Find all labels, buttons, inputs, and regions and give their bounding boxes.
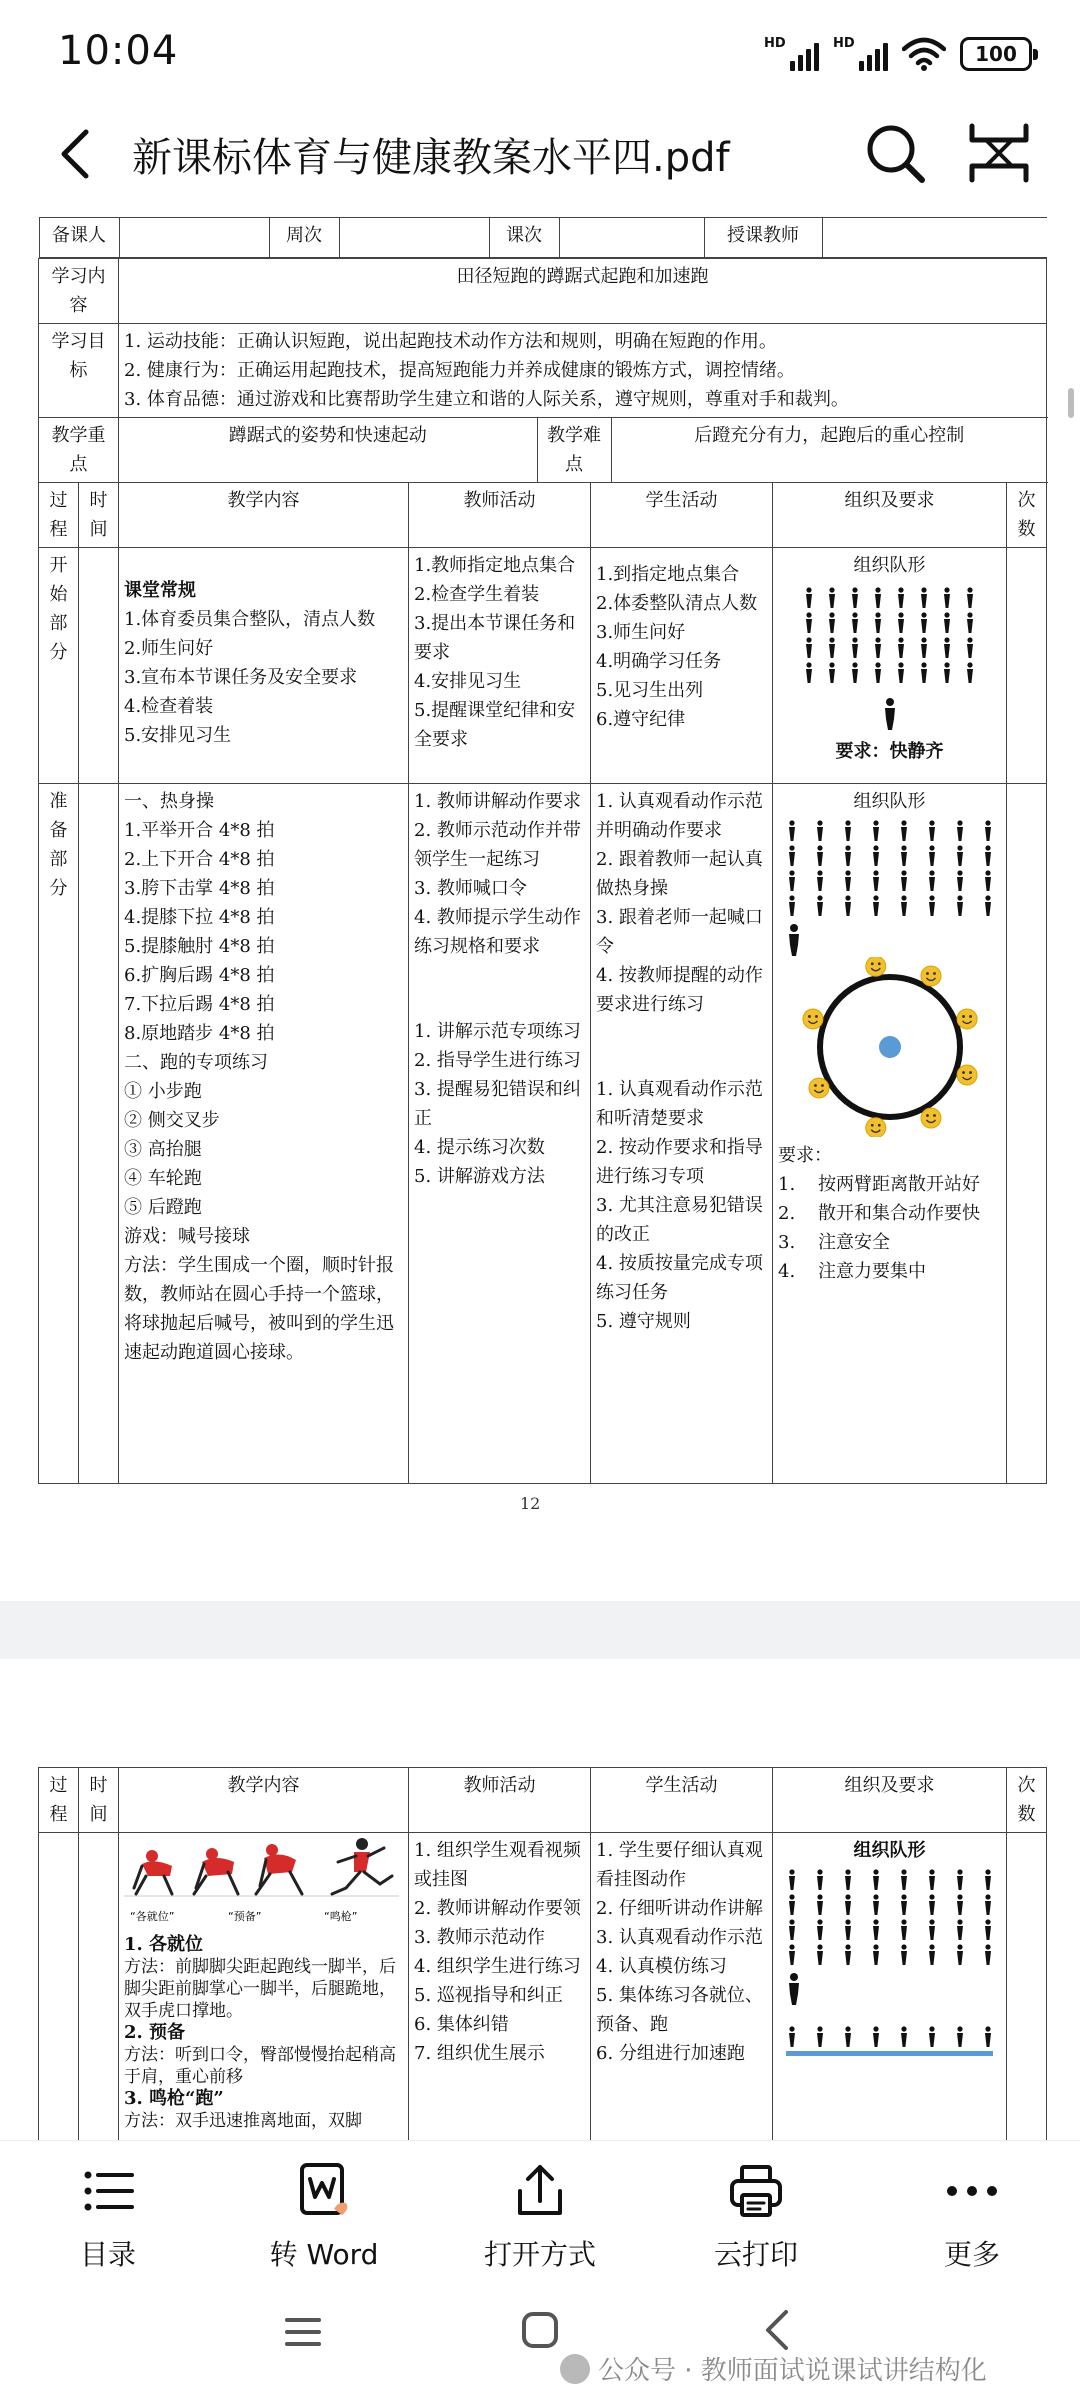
- student-figure-icon: [955, 870, 965, 892]
- list-item: 5.提醒课堂纪律和安全要求: [414, 700, 576, 750]
- prep-time: [79, 784, 119, 1484]
- col-count: 次数: [1007, 1768, 1047, 1833]
- col-org: 组织及要求: [773, 483, 1007, 548]
- smiley-student-icon: [865, 957, 885, 976]
- requirement-item: 3. 注意安全: [778, 1232, 890, 1253]
- col-teacher: 教师活动: [409, 483, 591, 548]
- prep-content: [119, 784, 409, 1484]
- student-figure-icon: [787, 1944, 797, 1966]
- lesson-plan-table-page2: [38, 1767, 1047, 2140]
- difficulty-label: 教学难点: [537, 418, 611, 482]
- game-method: 方法：学生围成一个圈，顺时针报数，教师站在圆心手持一个篮球，将球抛起后喊号，被叫到的学生迅速起动跑道圆心接球。: [124, 1255, 394, 1363]
- list-item: 5.见习生出列: [596, 680, 704, 701]
- list-item: 1. 讲解示范专项练习: [414, 1021, 581, 1042]
- list-item: 5. 巡视指导和纠正: [414, 1985, 563, 2006]
- page-number: 12: [520, 1494, 541, 1513]
- status-bar: [0, 0, 1080, 105]
- start-org: [773, 548, 1007, 784]
- fullscreen-icon[interactable]: [966, 122, 1032, 184]
- start-time: [79, 548, 119, 784]
- sprint-student: [591, 1833, 773, 2141]
- student-figure-icon: [787, 820, 797, 842]
- list-item: ④ 车轮跑: [124, 1168, 202, 1189]
- col-time: 时间: [79, 1768, 119, 1833]
- list-item: 4. 认真模仿练习: [596, 1956, 727, 1977]
- smiley-student-icon: [865, 1118, 885, 1137]
- sprint-teacher: [409, 1833, 591, 2141]
- list-item: 4. 组织学生进行练习: [414, 1956, 581, 1977]
- list-item: 3. 教师喊口令: [414, 878, 527, 899]
- student-figure-icon: [787, 895, 797, 917]
- toolbar-open-with-button[interactable]: 打开方式: [432, 2141, 648, 2280]
- list-item: 1. 认真观看动作示范和听清楚要求: [596, 1079, 763, 1129]
- list-item: 2.师生问好: [124, 638, 214, 659]
- student-figure-icon: [927, 1919, 937, 1941]
- student-figure-icon: [815, 1919, 825, 1941]
- sprint-start-illustration: [124, 1836, 399, 1928]
- student-figure-icon: [955, 820, 965, 842]
- share-icon: [508, 2159, 572, 2223]
- student-figure-icon: [873, 637, 883, 659]
- list-item: 4. 提示练习次数: [414, 1137, 545, 1158]
- key-label: 教学重点: [39, 418, 119, 483]
- student-figure-icon: [983, 1869, 993, 1891]
- nav-back-icon[interactable]: [760, 2308, 794, 2352]
- student-figure-icon: [983, 820, 993, 842]
- student-figure-icon: [927, 1944, 937, 1966]
- student-figure-icon: [955, 1894, 965, 1916]
- list-item: 1.到指定地点集合: [596, 564, 740, 585]
- requirement-item: 4. 注意力要集中: [778, 1261, 926, 1282]
- student-figure-icon: [787, 1919, 797, 1941]
- header-row: [39, 217, 1047, 258]
- col-teacher: 教师活动: [409, 1768, 591, 1833]
- list-item: ⑤ 后蹬跑: [124, 1197, 202, 1218]
- org-title: 组织队形: [853, 555, 926, 576]
- student-figure-icon: [955, 2026, 965, 2048]
- student-figure-icon: [843, 1894, 853, 1916]
- student-figure-icon: [827, 637, 837, 659]
- step-heading: 2. 预备: [124, 2022, 186, 2043]
- prep-teacher: [409, 784, 591, 1484]
- list-item: 1.体育委员集合整队，清点人数: [124, 609, 376, 630]
- requirements-list: [778, 1170, 1001, 1286]
- goal-item: 1. 运动技能：正确认识短跑，说出起跑技术动作方法和规则，明确在短跑的作用。: [124, 331, 777, 352]
- col-content: 教学内容: [119, 1768, 409, 1833]
- student-figure-icon: [843, 1944, 853, 1966]
- student-figure-icon: [965, 587, 975, 609]
- student-figure-icon: [787, 2026, 797, 2048]
- caption-label: “预备”: [228, 1910, 262, 1923]
- col-student: 学生活动: [591, 1768, 773, 1833]
- prep-section-label: 准备部分: [39, 784, 79, 1484]
- student-figure-icon: [927, 845, 937, 867]
- student-figure-icon: [899, 895, 909, 917]
- list-item: 1.平举开合 4*8 拍: [124, 820, 275, 841]
- list-item: 1. 认真观看动作示范并明确动作要求: [596, 791, 763, 841]
- col-student: 学生活动: [591, 483, 773, 548]
- list-item: 4.明确学习任务: [596, 651, 722, 672]
- list-item: 4.检查着装: [124, 696, 214, 717]
- student-figure-icon: [942, 612, 952, 634]
- difficulty-value: 后蹬充分有力，起跑后的重心控制: [611, 418, 1047, 482]
- req-label: 要求：: [778, 1145, 832, 1166]
- list-item: 8.原地踏步 4*8 拍: [124, 1023, 275, 1044]
- student-figure-icon: [827, 587, 837, 609]
- battery-icon: 100: [960, 37, 1032, 71]
- student-figure-icon: [871, 895, 881, 917]
- goal-item: 3. 体育品德：通过游戏和比赛帮助学生建立和谐的人际关系，遵守规则，尊重对手和裁判。: [124, 389, 849, 410]
- student-figure-icon: [843, 895, 853, 917]
- student-figure-icon: [955, 1869, 965, 1891]
- student-figure-icon: [919, 587, 929, 609]
- teacher-figure-icon: [786, 923, 802, 957]
- signal-icon-2: HD: [833, 37, 888, 71]
- smiley-student-icon: [957, 1065, 977, 1085]
- student-figure-icon: [804, 612, 814, 634]
- teacher-value: [822, 218, 1047, 258]
- student-figure-icon: [965, 637, 975, 659]
- list-item: 1. 组织学生观看视频或挂图: [414, 1840, 581, 1890]
- teacher-label: 授课教师: [704, 218, 822, 258]
- student-figure-icon: [955, 845, 965, 867]
- student-figure-icon: [787, 1869, 797, 1891]
- week-label: 周次: [269, 218, 339, 258]
- list-item: 3.提出本节课任务和要求: [414, 613, 576, 663]
- student-figure-icon: [804, 587, 814, 609]
- col-process: 过程: [39, 1768, 79, 1833]
- student-figure-icon: [815, 1944, 825, 1966]
- list-item: 2. 教师讲解动作要领: [414, 1898, 581, 1919]
- requirement-item: 2. 散开和集合动作要快: [778, 1203, 980, 1224]
- document-title: 新课标体育与健康教案水平四.pdf: [132, 135, 730, 181]
- status-icons: [764, 34, 1032, 74]
- smiley-student-icon: [921, 966, 941, 986]
- list-item: 3. 认真观看动作示范: [596, 1927, 763, 1948]
- start-section-label: 开始部分: [39, 548, 79, 784]
- student-figure-icon: [787, 870, 797, 892]
- student-figure-icon: [927, 820, 937, 842]
- student-figure-icon: [843, 1869, 853, 1891]
- student-figure-icon: [899, 1894, 909, 1916]
- list-item: ③ 高抬腿: [124, 1139, 202, 1160]
- list-item: 3. 提醒易犯错误和纠正: [414, 1079, 581, 1129]
- list-item: 2.体委整队清点人数: [596, 593, 758, 614]
- student-figure-icon: [850, 587, 860, 609]
- student-figure-icon: [965, 612, 975, 634]
- student-figure-icon: [896, 587, 906, 609]
- page-separator: [0, 1601, 1080, 1659]
- list-item: 4.安排见习生: [414, 671, 522, 692]
- toolbar-convert-word-button[interactable]: 转 Word: [216, 2141, 432, 2280]
- student-figure-icon: [871, 1919, 881, 1941]
- step-heading: 1. 各就位: [124, 1934, 204, 1955]
- start-count: [1007, 548, 1047, 784]
- sprint-content: [119, 1833, 409, 2141]
- sprint-org: [773, 1833, 1007, 2141]
- student-figure-icon: [899, 845, 909, 867]
- student-figure-icon: [787, 1894, 797, 1916]
- list-item: 3.师生问好: [596, 622, 686, 643]
- start-line-row: [778, 2026, 1001, 2048]
- wifi-icon: [902, 37, 946, 71]
- student-figure-icon: [873, 662, 883, 684]
- student-figure-icon: [927, 2026, 937, 2048]
- student-figure-icon: [899, 870, 909, 892]
- student-figure-icon: [871, 1894, 881, 1916]
- more-icon: [940, 2159, 1004, 2223]
- caption-label: “鸣枪”: [324, 1910, 358, 1923]
- org-title: 组织队形: [853, 791, 926, 812]
- student-figure-icon: [896, 637, 906, 659]
- list-item: ② 侧交叉步: [124, 1110, 220, 1131]
- formation-grid: [804, 584, 975, 687]
- list-item: 3.胯下击掌 4*8 拍: [124, 878, 275, 899]
- toolbar-cloud-print-button[interactable]: 云打印: [648, 2141, 864, 2280]
- col-time: 时间: [79, 483, 119, 548]
- goals-label: 学习目标: [39, 324, 119, 418]
- student-figure-icon: [871, 870, 881, 892]
- start-student: [591, 548, 773, 784]
- step-heading: 3. 鸣枪“跑”: [124, 2088, 224, 2109]
- student-figure-icon: [815, 845, 825, 867]
- student-figure-icon: [899, 2026, 909, 2048]
- col-count: 次数: [1007, 483, 1047, 548]
- formation-grid: [778, 820, 1001, 917]
- student-figure-icon: [919, 637, 929, 659]
- student-figure-icon: [927, 870, 937, 892]
- list-item: 4.提膝下拉 4*8 拍: [124, 907, 275, 928]
- list-item: 6. 集体纠错: [414, 2014, 509, 2035]
- student-figure-icon: [843, 845, 853, 867]
- pdf-viewer[interactable]: [0, 205, 1080, 2140]
- student-figure-icon: [927, 1894, 937, 1916]
- list-item: 2. 仔细听讲动作讲解: [596, 1898, 763, 1919]
- formation-grid: [778, 1869, 1001, 1966]
- start-teacher: [409, 548, 591, 784]
- student-figure-icon: [843, 820, 853, 842]
- system-nav-bar: [0, 2280, 1080, 2401]
- smiley-student-icon: [921, 1108, 941, 1128]
- list-item: 一、热身操: [124, 791, 214, 812]
- lesson-plan-table: [38, 217, 1047, 1484]
- list-item: 6.扩胸后踢 4*8 拍: [124, 965, 275, 986]
- search-icon[interactable]: [862, 120, 928, 186]
- list-item: 7. 组织优生展示: [414, 2043, 545, 2064]
- circle-formation-diagram: [785, 957, 995, 1137]
- student-figure-icon: [871, 845, 881, 867]
- bottom-toolbar: [0, 2140, 1080, 2280]
- list-icon: [76, 2159, 140, 2223]
- back-icon[interactable]: [52, 126, 100, 182]
- list-item: 3. 教师示范动作: [414, 1927, 545, 1948]
- list-item: 1. 教师讲解动作要求: [414, 791, 581, 812]
- content-value: 田径短跑的蹲踞式起跑和加速跑: [119, 259, 1047, 324]
- student-figure-icon: [899, 1944, 909, 1966]
- student-figure-icon: [787, 845, 797, 867]
- student-figure-icon: [983, 2026, 993, 2048]
- student-figure-icon: [983, 1944, 993, 1966]
- list-item: 5. 遵守规则: [596, 1311, 691, 1332]
- toolbar-toc-button[interactable]: 目录: [0, 2141, 216, 2280]
- start-content-title: 课堂常规: [124, 580, 196, 601]
- student-figure-icon: [804, 662, 814, 684]
- student-figure-icon: [850, 662, 860, 684]
- student-figure-icon: [850, 612, 860, 634]
- list-item: 2. 跟着教师一起认真做热身操: [596, 849, 763, 899]
- student-figure-icon: [815, 870, 825, 892]
- list-item: 2. 指导学生进行练习: [414, 1050, 581, 1071]
- content-label: 学习内容: [39, 259, 119, 324]
- student-figure-icon: [942, 662, 952, 684]
- printer-icon: [724, 2159, 788, 2223]
- watermark: 公众号 · 教师面试说课试讲结构化: [560, 2350, 987, 2387]
- student-figure-icon: [919, 612, 929, 634]
- list-item: 3.宣布本节课任务及安全要求: [124, 667, 358, 688]
- list-item: 2.上下开合 4*8 拍: [124, 849, 275, 870]
- count-cell: [1007, 1833, 1047, 2141]
- student-figure-icon: [927, 1869, 937, 1891]
- student-figure-icon: [899, 820, 909, 842]
- teacher-figure-icon: [882, 697, 898, 731]
- step-text: 方法：听到口令，臀部慢慢抬起稍高于肩，重心前移: [124, 2045, 396, 2087]
- student-figure-icon: [815, 1869, 825, 1891]
- list-item: 4. 按教师提醒的动作要求进行练习: [596, 965, 763, 1015]
- toolbar-more-button[interactable]: 更多: [864, 2141, 1080, 2280]
- student-figure-icon: [843, 870, 853, 892]
- list-item: 5.提膝触肘 4*8 拍: [124, 936, 275, 957]
- signal-icon: HD: [764, 37, 819, 71]
- list-item: 5. 集体练习各就位、预备、跑: [596, 1985, 763, 2035]
- student-figure-icon: [843, 2026, 853, 2048]
- list-item: 3. 跟着老师一起喊口令: [596, 907, 763, 957]
- list-item: 6. 分组进行加速跑: [596, 2043, 745, 2064]
- student-figure-icon: [955, 1944, 965, 1966]
- student-figure-icon: [843, 1919, 853, 1941]
- smiley-student-icon: [957, 1009, 977, 1029]
- student-figure-icon: [815, 1894, 825, 1916]
- wechat-logo-icon: [560, 2354, 590, 2384]
- teacher-figure-icon: [786, 1972, 802, 2006]
- list-item: 4. 按质按量完成专项练习任务: [596, 1253, 763, 1303]
- student-figure-icon: [815, 895, 825, 917]
- smiley-student-icon: [802, 1009, 822, 1029]
- student-figure-icon: [955, 1919, 965, 1941]
- preparer-value: [119, 218, 269, 258]
- student-figure-icon: [899, 1919, 909, 1941]
- list-item: 6.遵守纪律: [596, 709, 686, 730]
- scrollbar-thumb[interactable]: [1068, 388, 1074, 418]
- start-content: [119, 548, 409, 784]
- list-item: ① 小步跑: [124, 1081, 202, 1102]
- prep-org: [773, 784, 1007, 1484]
- goal-item: 2. 健康行为：正确运用起跑技术，提高短跑能力并养成健康的锻炼方式，调控情绪。: [124, 360, 795, 381]
- week-value: [339, 218, 489, 258]
- preparer-label: 备课人: [39, 218, 119, 258]
- student-figure-icon: [871, 1944, 881, 1966]
- convert-word-icon: [292, 2159, 356, 2223]
- home-icon[interactable]: [520, 2310, 560, 2350]
- list-item: 4. 教师提示学生动作练习规格和要求: [414, 907, 581, 957]
- student-figure-icon: [983, 845, 993, 867]
- col-org: 组织及要求: [773, 1768, 1007, 1833]
- student-figure-icon: [983, 1919, 993, 1941]
- list-item: 1. 学生要仔细认真观看挂图动作: [596, 1840, 763, 1890]
- student-figure-icon: [942, 637, 952, 659]
- student-figure-icon: [871, 2026, 881, 2048]
- student-figure-icon: [927, 895, 937, 917]
- list-item: 1.教师指定地点集合: [414, 555, 576, 576]
- student-figure-icon: [815, 2026, 825, 2048]
- status-time: 10:04: [58, 28, 179, 74]
- student-figure-icon: [873, 587, 883, 609]
- key-value: 蹲踞式的姿势和快速起动: [119, 418, 537, 482]
- prep-student: [591, 784, 773, 1484]
- student-figure-icon: [919, 662, 929, 684]
- student-figure-icon: [983, 1894, 993, 1916]
- process-cell: [39, 1833, 79, 2141]
- student-figure-icon: [827, 612, 837, 634]
- lesson-label: 课次: [489, 218, 559, 258]
- smiley-student-icon: [808, 1078, 828, 1098]
- student-figure-icon: [899, 1869, 909, 1891]
- recent-apps-icon[interactable]: [283, 2314, 323, 2350]
- list-item: 5.安排见习生: [124, 725, 232, 746]
- col-content: 教学内容: [119, 483, 409, 548]
- student-figure-icon: [871, 1869, 881, 1891]
- caption-label: “各就位”: [130, 1910, 175, 1923]
- list-item: 2. 教师示范动作并带领学生一起练习: [414, 820, 581, 870]
- list-item: 2.检查学生着装: [414, 584, 540, 605]
- list-item: 二、跑的专项练习: [124, 1052, 268, 1073]
- student-figure-icon: [873, 612, 883, 634]
- time-cell: [79, 1833, 119, 2141]
- app-bar: [0, 108, 1080, 203]
- list-item: 5. 讲解游戏方法: [414, 1166, 545, 1187]
- student-figure-icon: [896, 662, 906, 684]
- student-figure-icon: [815, 820, 825, 842]
- student-figure-icon: [827, 662, 837, 684]
- list-item: 游戏：喊号接球: [124, 1226, 250, 1247]
- org-requirement: 要求：快静齐: [835, 741, 944, 762]
- step-text: 方法：双手迅速推离地面，双脚: [124, 2111, 362, 2131]
- goals-list: [119, 324, 1047, 418]
- student-figure-icon: [804, 637, 814, 659]
- list-item: 7.下拉后踢 4*8 拍: [124, 994, 275, 1015]
- step-text: 方法：前脚脚尖距起跑线一脚半，后脚尖距前脚掌心一脚半，后腿跪地，双手虎口撑地。: [124, 1957, 396, 2021]
- col-process: 过程: [39, 483, 79, 548]
- student-figure-icon: [850, 637, 860, 659]
- student-figure-icon: [942, 587, 952, 609]
- student-figure-icon: [965, 662, 975, 684]
- list-item: 3. 尤其注意易犯错误的改正: [596, 1195, 763, 1245]
- key-difficulty-row: [119, 418, 1047, 482]
- prep-count: [1007, 784, 1047, 1484]
- student-figure-icon: [871, 820, 881, 842]
- student-figure-icon: [983, 895, 993, 917]
- student-figure-icon: [896, 612, 906, 634]
- org-title: 组织队形: [853, 1840, 926, 1861]
- student-figure-icon: [955, 895, 965, 917]
- requirement-item: 1. 按两臂距离散开站好: [778, 1174, 980, 1195]
- list-item: 2. 按动作要求和指导进行练习专项: [596, 1137, 763, 1187]
- lesson-value: [559, 218, 704, 258]
- start-line: [786, 2051, 993, 2056]
- student-figure-icon: [983, 870, 993, 892]
